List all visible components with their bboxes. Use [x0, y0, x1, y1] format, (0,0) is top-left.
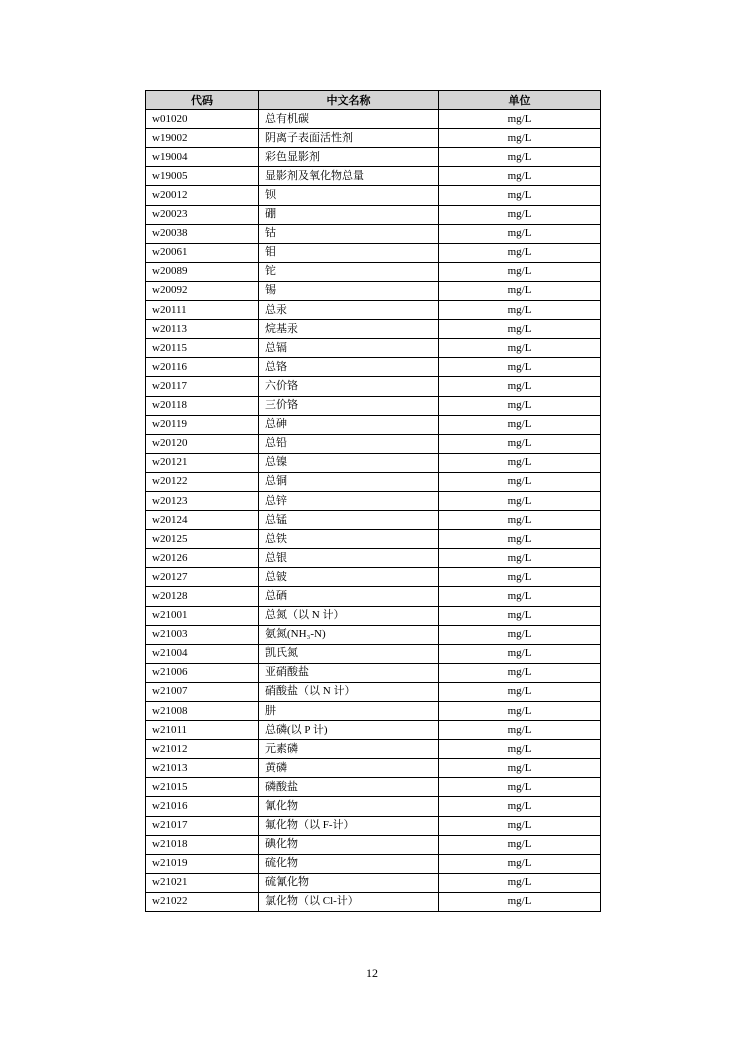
table-row [146, 396, 601, 415]
name-cell: 总锰 [259, 511, 439, 530]
code-cell: w21017 [146, 816, 259, 835]
name-cell: 总砷 [259, 415, 439, 434]
table-row [146, 606, 601, 625]
name-cell: 彩色显影剂 [259, 148, 439, 167]
name-cell: 氰化物 [259, 797, 439, 816]
page-number: 12 [366, 966, 378, 980]
name-cell: 硝酸盐（以 N 计） [259, 682, 439, 701]
code-cell: w20122 [146, 472, 259, 491]
table-row [146, 702, 601, 721]
name-cell: 六价铬 [259, 377, 439, 396]
code-cell: w21012 [146, 740, 259, 759]
unit-cell: mg/L [439, 587, 601, 606]
code-cell: w20115 [146, 339, 259, 358]
unit-cell: mg/L [439, 625, 601, 644]
table-row [146, 453, 601, 472]
name-cell: 总镍 [259, 453, 439, 472]
table-row [146, 377, 601, 396]
name-cell: 三价铬 [259, 396, 439, 415]
unit-cell: mg/L [439, 644, 601, 663]
table-body [146, 110, 601, 912]
table-row [146, 186, 601, 205]
table-row [146, 415, 601, 434]
unit-cell: mg/L [439, 491, 601, 510]
table-row [146, 873, 601, 892]
unit-cell: mg/L [439, 663, 601, 682]
table-row [146, 167, 601, 186]
table-row [146, 797, 601, 816]
table-row [146, 759, 601, 778]
unit-cell: mg/L [439, 262, 601, 281]
table-row [146, 740, 601, 759]
name-cell: 锡 [259, 281, 439, 300]
table-row [146, 854, 601, 873]
name-cell: 钼 [259, 243, 439, 262]
name-cell: 烷基汞 [259, 320, 439, 339]
table-row [146, 587, 601, 606]
table-row [146, 320, 601, 339]
code-cell: w21022 [146, 892, 259, 911]
name-cell: 总硒 [259, 587, 439, 606]
name-cell: 总有机碳 [259, 110, 439, 129]
unit-cell: mg/L [439, 721, 601, 740]
name-cell: 钡 [259, 186, 439, 205]
code-cell: w21013 [146, 759, 259, 778]
code-cell: w20120 [146, 434, 259, 453]
code-cell: w21001 [146, 606, 259, 625]
unit-cell: mg/L [439, 415, 601, 434]
code-cell: w20113 [146, 320, 259, 339]
code-cell: w20089 [146, 262, 259, 281]
code-cell: w21007 [146, 682, 259, 701]
unit-cell: mg/L [439, 110, 601, 129]
table-row [146, 721, 601, 740]
unit-cell: mg/L [439, 396, 601, 415]
code-cell: w01020 [146, 110, 259, 129]
column-header-unit: 单位 [439, 91, 601, 110]
unit-cell: mg/L [439, 759, 601, 778]
code-cell: w21021 [146, 873, 259, 892]
code-cell: w20124 [146, 511, 259, 530]
code-cell: w20023 [146, 205, 259, 224]
unit-cell: mg/L [439, 511, 601, 530]
name-cell: 阴离子表面活性剂 [259, 129, 439, 148]
name-cell: 硼 [259, 205, 439, 224]
column-header-name: 中文名称 [259, 91, 439, 110]
table-row [146, 511, 601, 530]
table-row [146, 339, 601, 358]
name-cell: 总铬 [259, 358, 439, 377]
code-cell: w19005 [146, 167, 259, 186]
code-cell: w20012 [146, 186, 259, 205]
unit-cell: mg/L [439, 434, 601, 453]
unit-cell: mg/L [439, 835, 601, 854]
unit-cell: mg/L [439, 453, 601, 472]
name-cell: 总铅 [259, 434, 439, 453]
unit-cell: mg/L [439, 358, 601, 377]
unit-cell: mg/L [439, 854, 601, 873]
unit-cell: mg/L [439, 797, 601, 816]
code-cell: w21003 [146, 625, 259, 644]
name-cell: 硫氰化物 [259, 873, 439, 892]
name-cell: 总铁 [259, 530, 439, 549]
unit-cell: mg/L [439, 568, 601, 587]
table-row [146, 491, 601, 510]
code-cell: w20038 [146, 224, 259, 243]
unit-cell: mg/L [439, 740, 601, 759]
table-row [146, 472, 601, 491]
table-row [146, 281, 601, 300]
name-cell: 总汞 [259, 301, 439, 320]
code-cell: w20116 [146, 358, 259, 377]
unit-cell: mg/L [439, 816, 601, 835]
table-row [146, 892, 601, 911]
unit-cell: mg/L [439, 281, 601, 300]
name-cell: 总银 [259, 549, 439, 568]
unit-cell: mg/L [439, 472, 601, 491]
code-cell: w20119 [146, 415, 259, 434]
name-cell: 黄磷 [259, 759, 439, 778]
table-row [146, 148, 601, 167]
pollutant-code-table [145, 90, 601, 912]
unit-cell: mg/L [439, 224, 601, 243]
code-cell: w21006 [146, 663, 259, 682]
name-cell: 总铜 [259, 472, 439, 491]
table-row [146, 625, 601, 644]
unit-cell: mg/L [439, 682, 601, 701]
table-row [146, 835, 601, 854]
table-header [146, 91, 601, 110]
table-row [146, 262, 601, 281]
name-cell: 碘化物 [259, 835, 439, 854]
unit-cell: mg/L [439, 301, 601, 320]
name-cell: 总锌 [259, 491, 439, 510]
table-row [146, 778, 601, 797]
table-row [146, 682, 601, 701]
table-row [146, 816, 601, 835]
table-row [146, 663, 601, 682]
column-header-code: 代码 [146, 91, 259, 110]
code-cell: w20125 [146, 530, 259, 549]
code-cell: w20121 [146, 453, 259, 472]
name-cell: 总铍 [259, 568, 439, 587]
table-row [146, 434, 601, 453]
code-cell: w20128 [146, 587, 259, 606]
name-cell: 磷酸盐 [259, 778, 439, 797]
unit-cell: mg/L [439, 873, 601, 892]
name-cell: 凯氏氮 [259, 644, 439, 663]
unit-cell: mg/L [439, 339, 601, 358]
name-cell: 氟化物（以 F-计） [259, 816, 439, 835]
table-row [146, 224, 601, 243]
table-row [146, 243, 601, 262]
unit-cell: mg/L [439, 549, 601, 568]
unit-cell: mg/L [439, 377, 601, 396]
name-cell: 钴 [259, 224, 439, 243]
name-cell: 肼 [259, 702, 439, 721]
code-cell: w21008 [146, 702, 259, 721]
name-cell: 总镉 [259, 339, 439, 358]
code-cell: w21011 [146, 721, 259, 740]
name-cell: 铊 [259, 262, 439, 281]
code-cell: w21018 [146, 835, 259, 854]
table-row [146, 358, 601, 377]
code-cell: w20123 [146, 491, 259, 510]
name-cell: 元素磷 [259, 740, 439, 759]
code-cell: w21004 [146, 644, 259, 663]
name-cell: 硫化物 [259, 854, 439, 873]
table-row [146, 110, 601, 129]
unit-cell: mg/L [439, 702, 601, 721]
code-cell: w21016 [146, 797, 259, 816]
name-cell: 显影剂及氧化物总量 [259, 167, 439, 186]
table-row [146, 129, 601, 148]
code-cell: w20127 [146, 568, 259, 587]
code-cell: w20117 [146, 377, 259, 396]
code-cell: w21019 [146, 854, 259, 873]
code-cell: w20126 [146, 549, 259, 568]
table-row [146, 549, 601, 568]
code-cell: w20111 [146, 301, 259, 320]
unit-cell: mg/L [439, 320, 601, 339]
name-cell: 亚硝酸盐 [259, 663, 439, 682]
name-cell: 氯化物（以 Cl-计） [259, 892, 439, 911]
unit-cell: mg/L [439, 186, 601, 205]
name-cell: 总氮（以 N 计） [259, 606, 439, 625]
unit-cell: mg/L [439, 606, 601, 625]
table-row [146, 568, 601, 587]
code-cell: w20092 [146, 281, 259, 300]
code-cell: w20061 [146, 243, 259, 262]
code-cell: w19004 [146, 148, 259, 167]
unit-cell: mg/L [439, 243, 601, 262]
unit-cell: mg/L [439, 778, 601, 797]
unit-cell: mg/L [439, 530, 601, 549]
table-row [146, 530, 601, 549]
table-row [146, 301, 601, 320]
code-cell: w20118 [146, 396, 259, 415]
table-row [146, 644, 601, 663]
unit-cell: mg/L [439, 129, 601, 148]
unit-cell: mg/L [439, 892, 601, 911]
name-cell: 总磷(以 P 计) [259, 721, 439, 740]
unit-cell: mg/L [439, 205, 601, 224]
table-row [146, 205, 601, 224]
code-cell: w21015 [146, 778, 259, 797]
unit-cell: mg/L [439, 148, 601, 167]
unit-cell: mg/L [439, 167, 601, 186]
name-cell: 氨氮(NH₃-N) [259, 625, 439, 644]
table-header-row [146, 91, 601, 110]
code-cell: w19002 [146, 129, 259, 148]
